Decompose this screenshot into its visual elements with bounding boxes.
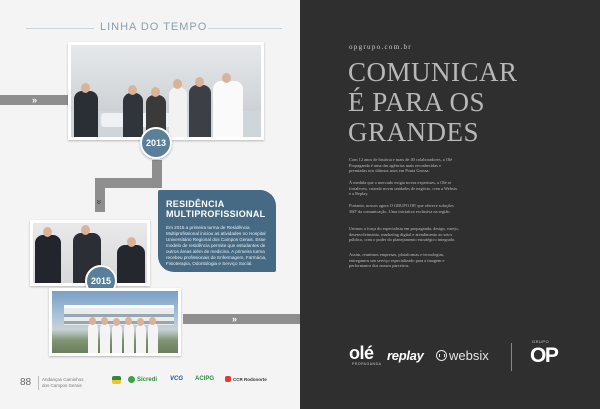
websix-icon xyxy=(436,350,447,361)
photo-lab-inauguration xyxy=(68,42,264,140)
ccr-icon xyxy=(225,376,231,382)
ad-paragraph: Assim, reunimos empresas, plataformas e tecnologias, entregamos um serviço especializado para a imagem e performance dos nossos parceiros. xyxy=(349,252,445,269)
ole-logo: olé xyxy=(349,343,374,363)
website-url: opgrupo.com.br xyxy=(349,43,412,51)
chevron-right-icon: » xyxy=(232,314,238,324)
headline-line1: COMUNICAR xyxy=(348,57,518,87)
timeline-bar-bottom xyxy=(183,314,300,324)
timeline-connector-vertical xyxy=(152,160,162,178)
websix-logo: websix xyxy=(436,348,489,363)
ad-paragraph: Portanto, nossos agora O GRUPO OP, que oferece soluções 360º da comunicação. Uma iniciativa exclusiva na região. xyxy=(349,203,454,214)
sponsor-sicredi: Sicredi xyxy=(128,376,157,383)
grupo-op-label: GRUPO xyxy=(532,339,550,344)
ad-paragraph: À medida que o mercado exigia novas expertises, a Olé se fortaleceu, criando novas unidades de negócio, com a Websix e a Replay. xyxy=(349,180,458,197)
sponsor-ccr: CCR Rodonorte xyxy=(225,376,267,382)
footer-divider xyxy=(38,376,39,390)
sponsor-acipg: ACIPG xyxy=(195,376,215,382)
footer-publication: Andanças Caminhos dos Campos Gerais xyxy=(42,377,84,388)
title-rule-right xyxy=(208,28,282,29)
timeline-connector-horizontal xyxy=(95,178,162,188)
page-number: 88 xyxy=(20,377,32,388)
sicredi-icon xyxy=(128,376,135,383)
sponsor-logo-1 xyxy=(112,376,121,384)
sponsor-vcg: VCG xyxy=(170,376,184,382)
card-title-line2: MULTIPROFISSIONAL xyxy=(166,209,266,219)
section-title: LINHA DO TEMPO xyxy=(100,21,208,33)
right-page-ad xyxy=(300,0,600,409)
chevron-down-icon: » xyxy=(94,199,105,205)
brand-divider xyxy=(511,343,512,371)
ad-paragraph: Com 12 anos de história e mais de 40 colaboradores, a Olé Propaganda é uma das agências mais reconhecidas e premiadas nos últimos anos em Ponta Grossa. xyxy=(349,157,453,174)
title-rule-left xyxy=(26,28,94,29)
timeline-connector-down xyxy=(95,178,105,212)
year-badge-2015: 2015 xyxy=(85,265,117,297)
year-badge-2013: 2013 xyxy=(140,127,172,159)
ole-logo-subtitle: PROPAGANDA xyxy=(352,362,382,366)
sponsor-flag-icon xyxy=(112,376,121,384)
card-title-line1: RESIDÊNCIA xyxy=(166,199,225,209)
residency-info-card xyxy=(158,190,276,272)
ad-paragraph: Unimos a força do especialista em propaganda, design, varejo, desenvolvimento, marketing digital e atendimento ao setor público, com o poder do planejamento estratégico integrado. xyxy=(349,226,459,243)
chevron-right-icon: » xyxy=(32,95,38,105)
headline-line3: GRANDES xyxy=(348,117,480,147)
grupo-op-logo: OP xyxy=(530,344,558,367)
replay-logo: replay xyxy=(387,348,424,363)
card-body: Em 2015 a primeira turma de Residência Multiprofissional iniciou as atividades no Hospital Universitário Regional dos Campos Gerais. Esse modelo de residência permite que estudantes de outros áreas além de medicina. A primeira turma recebeu profissionais de Enfermagem, Farmácia, Fisioterapia, Odontologia e Serviço Social. xyxy=(166,225,267,266)
photo-hospital-building xyxy=(49,288,181,356)
headline-line2: É PARA OS xyxy=(348,87,486,117)
